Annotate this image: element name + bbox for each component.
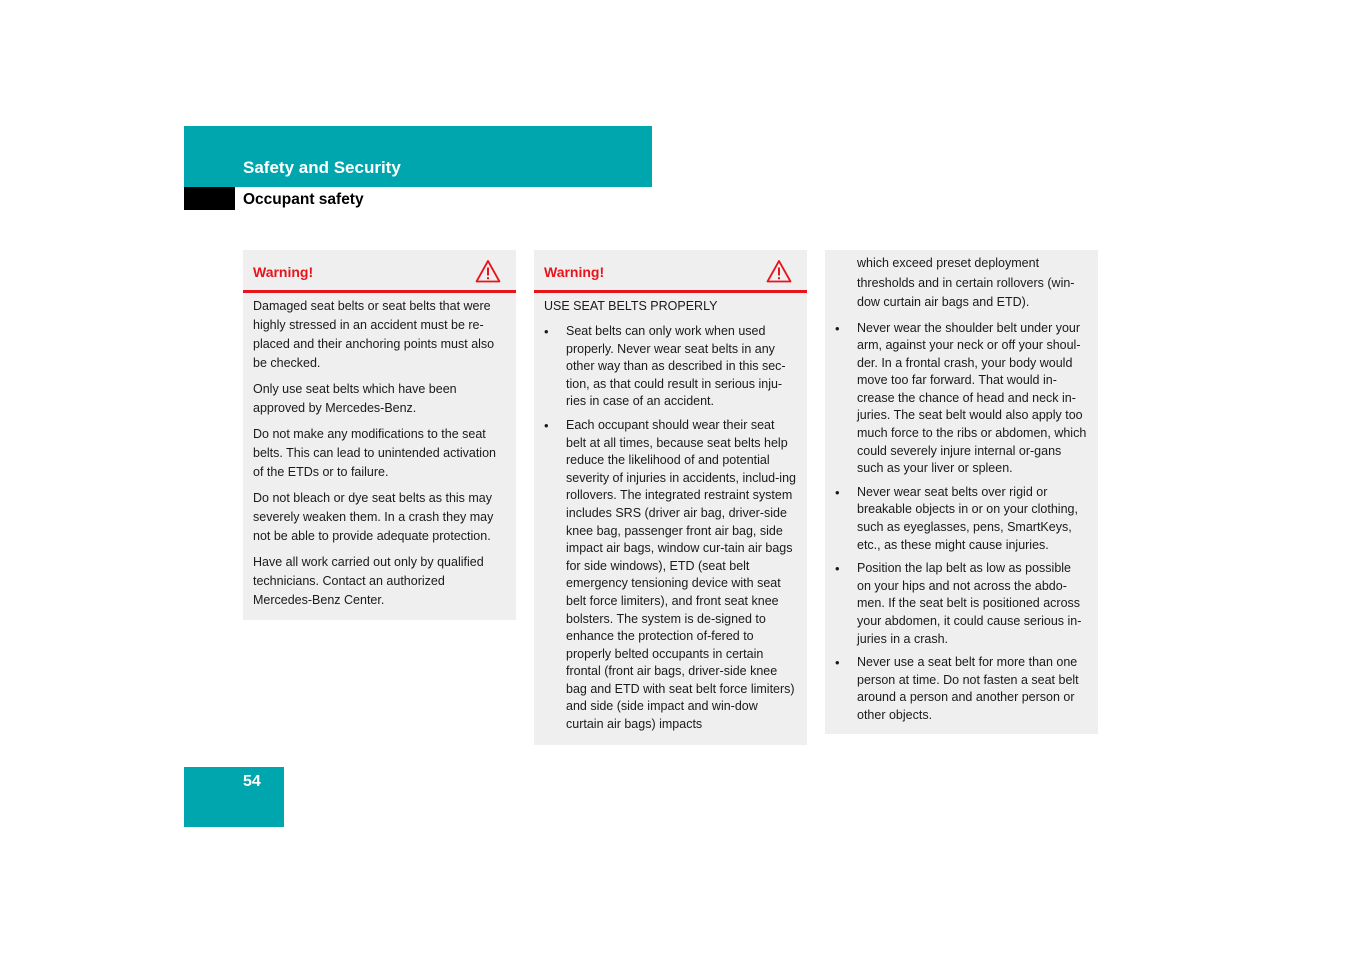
paragraph: Only use seat belts which have been approved by Mercedes-Benz. (253, 382, 457, 415)
warning-box-use-seat-belts (534, 250, 807, 745)
bullet-icon: • (835, 484, 840, 500)
list-item-text: Seat belts can only work when used properly. Never wear seat belts in any other way than as described in this sec-tion, as that could result in serious inju-ries in case of an accident. (566, 324, 786, 409)
paragraph: Do not bleach or dye seat belts as this may severely weaken them. In a crash they may not be able to provide adequate protection. (253, 491, 494, 543)
bullet-list (544, 323, 797, 734)
warning-header (243, 250, 516, 293)
warning-box-seat-belt-care (243, 250, 516, 620)
warning-label: Warning! (544, 264, 605, 280)
bullet-icon: • (835, 655, 840, 671)
page-number: 54 (243, 773, 261, 790)
warning-header (534, 250, 807, 293)
list-item-text: Never use a seat belt for more than one person at time. Do not fasten a seat belt around a person and another person or other objects. (857, 655, 1079, 722)
warning-heading: USE SEAT BELTS PROPERLY (544, 299, 718, 313)
warning-triangle-icon (766, 259, 792, 283)
list-item (544, 323, 797, 411)
list-item-text: Never wear seat belts over rigid or breakable objects in or on your clothing, such as eyeglasses, pens, SmartKeys, etc., as these might cause injuries. (857, 484, 1078, 552)
continued-text: which exceed preset deployment thresholds and in certain rollovers (win-dow curtain air bags and ETD). (857, 256, 1075, 309)
list-item (835, 560, 1088, 648)
bullet-icon: • (835, 320, 840, 336)
warning-box-continuation (825, 250, 1098, 734)
bullet-icon: • (835, 561, 840, 577)
warning-label: Warning! (253, 264, 314, 280)
bullet-icon: • (544, 417, 549, 433)
list-item (835, 320, 1088, 478)
bullet-icon: • (544, 324, 549, 339)
warning-triangle-icon (475, 259, 501, 283)
subsection-title: Occupant safety (243, 191, 364, 208)
paragraph: Do not make any modifications to the seat belts. This can lead to unintended activation of the ETDs or to failure. (253, 427, 496, 479)
bullet-list (835, 320, 1088, 725)
list-item (544, 417, 797, 734)
list-item (835, 654, 1088, 724)
list-item-text: Position the lap belt as low as possible on your hips and not across the abdo-men. If the seat belt is positioned across your abdomen, it could cause serious in-juries in a crash. (857, 561, 1082, 646)
list-item-text: Each occupant should wear their seat belt at all times, because seat belts help reduce the likelihood of and potential severity of injuries in accidents, includ-ing rollovers. The integrated restraint system includes SRS (driver air bag, driver-side knee bag, passenger front air bag, side impact air bags, window cur-tain air bags for side windows), ETD (seat belt emergency tensioning device with seat belt force limiters), and front seat knee bolsters. The system is de-signed to enhance the protection of-fered to properly belted occupants in certain frontal (front air bags, driver-side knee bag and ETD with seat belt force limiters) and side (side impact and win-dow curtain air bags) impacts (566, 417, 796, 732)
page-number-tab (184, 767, 284, 827)
header-marker (184, 187, 235, 210)
section-title: Safety and Security (243, 158, 401, 177)
list-item (835, 484, 1088, 554)
paragraph: Have all work carried out only by qualified technicians. Contact an authorized Mercedes-Benz Center. (253, 555, 484, 607)
paragraph: Damaged seat belts or seat belts that were highly stressed in an accident must be re-placed and their anchoring points must also be checked. (253, 299, 495, 370)
list-item-text: Never wear the shoulder belt under your arm, against your neck or off your shoul-der. In a frontal crash, your body would move too far forward. That would in-crease the chance of head and neck in-juries. The seat belt would also apply too much force to the ribs or abdomen, which could severely injure internal or-gans such as your liver or spleen. (857, 320, 1087, 476)
